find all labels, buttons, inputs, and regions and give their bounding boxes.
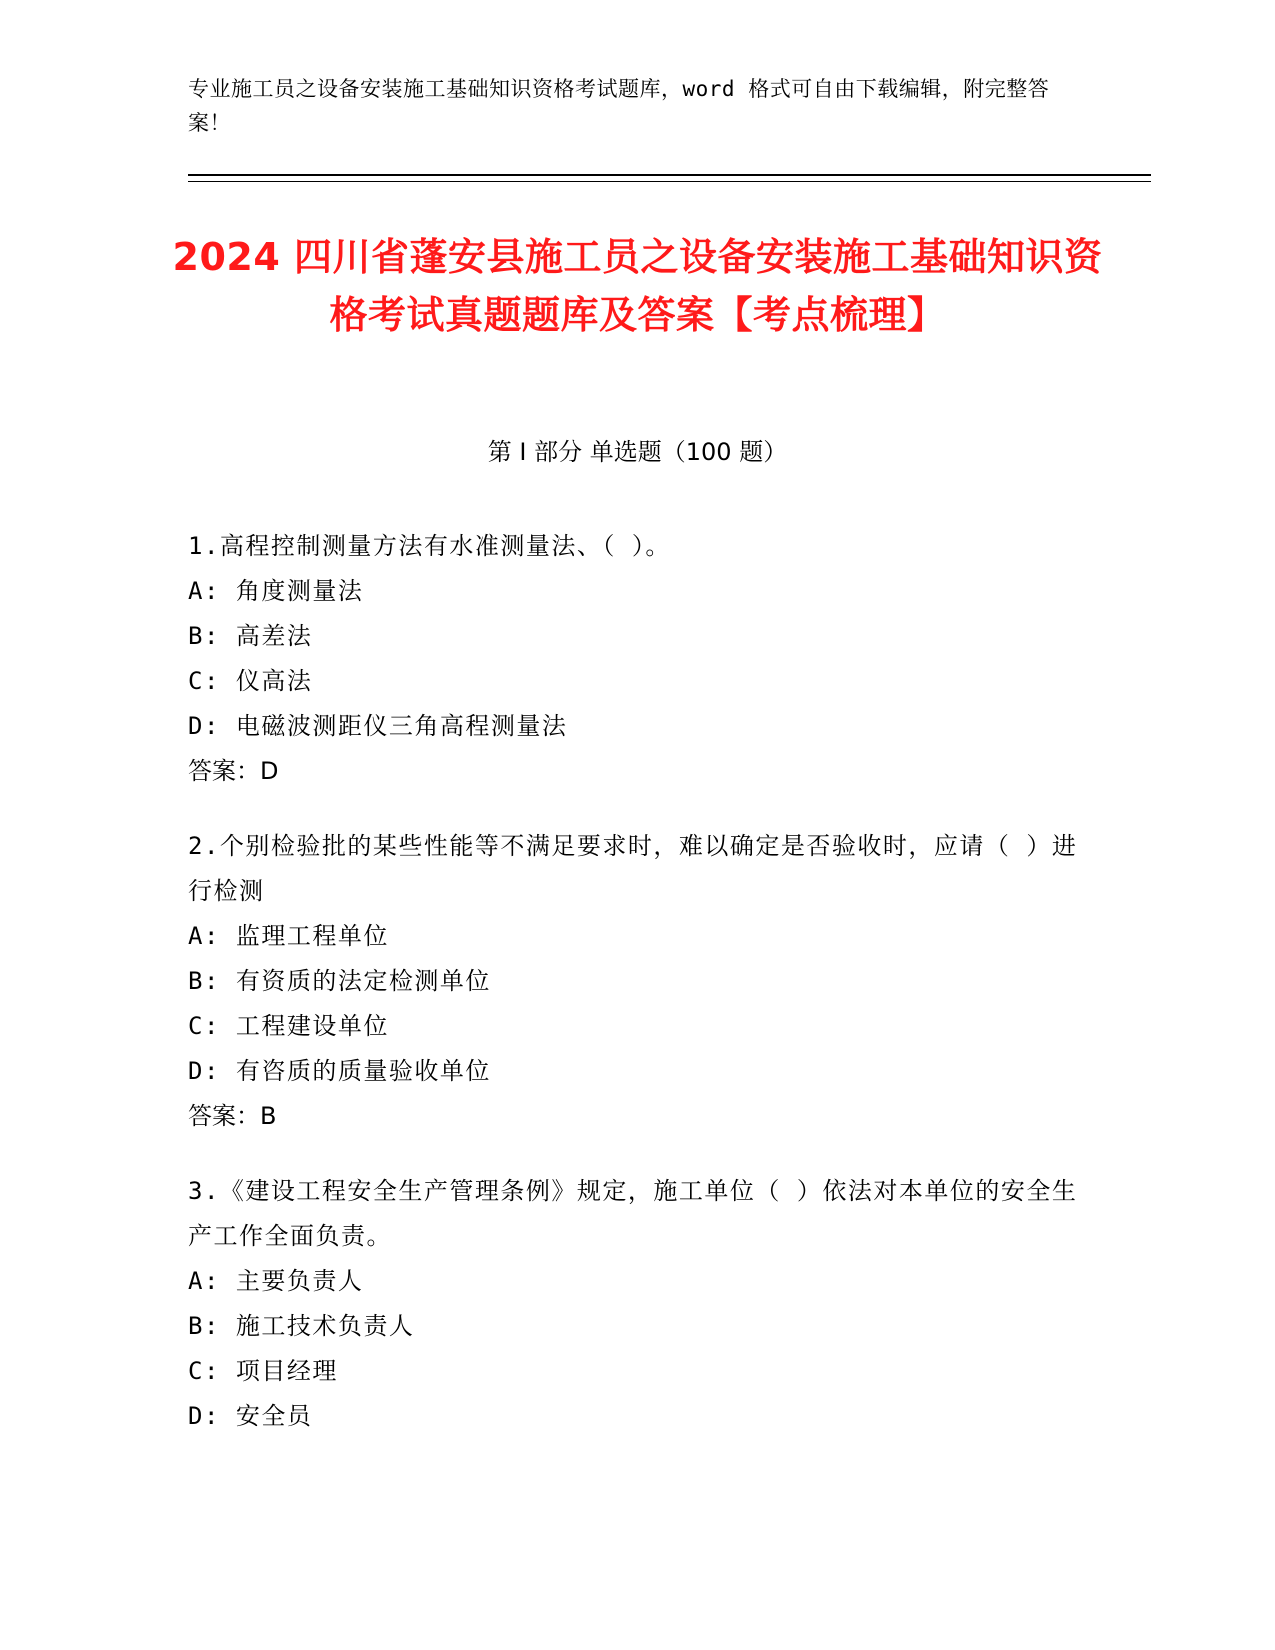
question-stem: 2.个别检验批的某些性能等不满足要求时，难以确定是否验收时，应请（ ）进行检测: [188, 832, 1078, 905]
option-b: B: 有资质的法定检测单位: [188, 967, 491, 995]
option-c: C: 项目经理: [188, 1357, 338, 1385]
section-heading: 第 I 部分 单选题（100 题）: [487, 438, 788, 466]
option-a: A: 主要负责人: [188, 1267, 364, 1295]
option-c: C: 工程建设单位: [188, 1012, 389, 1040]
question-1: [188, 524, 1088, 794]
answer: 答案：D: [188, 757, 279, 785]
option-d: D: 安全员: [188, 1402, 313, 1430]
option-d: D: 电磁波测距仪三角高程测量法: [188, 712, 568, 740]
answer: 答案：B: [188, 1102, 277, 1130]
option-b: B: 施工技术负责人: [188, 1312, 415, 1340]
header-rule-thick: [188, 174, 1151, 176]
option-b: B: 高差法: [188, 622, 313, 650]
question-3: [188, 1169, 1088, 1439]
question-stem: 3.《建设工程安全生产管理条例》规定，施工单位（ ）依法对本单位的安全生产工作全面负责。: [188, 1177, 1078, 1250]
question-2: [188, 824, 1088, 1139]
option-c: C: 仪高法: [188, 667, 313, 695]
option-d: D: 有咨质的质量验收单位: [188, 1057, 491, 1085]
question-stem: 1.高程控制测量方法有水准测量法、（ ）。: [188, 532, 671, 560]
document-title: 2024 四川省蓬安县施工员之设备安装施工基础知识资格考试真题题库及答案【考点梳理】: [172, 235, 1103, 337]
header-rule-thin: [188, 181, 1151, 182]
option-a: A: 监理工程单位: [188, 922, 389, 950]
header-note: 专业施工员之设备安装施工基础知识资格考试题库，word 格式可自由下载编辑，附完整答案！: [188, 77, 1050, 135]
question-list: [188, 524, 1088, 1469]
option-a: A: 角度测量法: [188, 577, 364, 605]
